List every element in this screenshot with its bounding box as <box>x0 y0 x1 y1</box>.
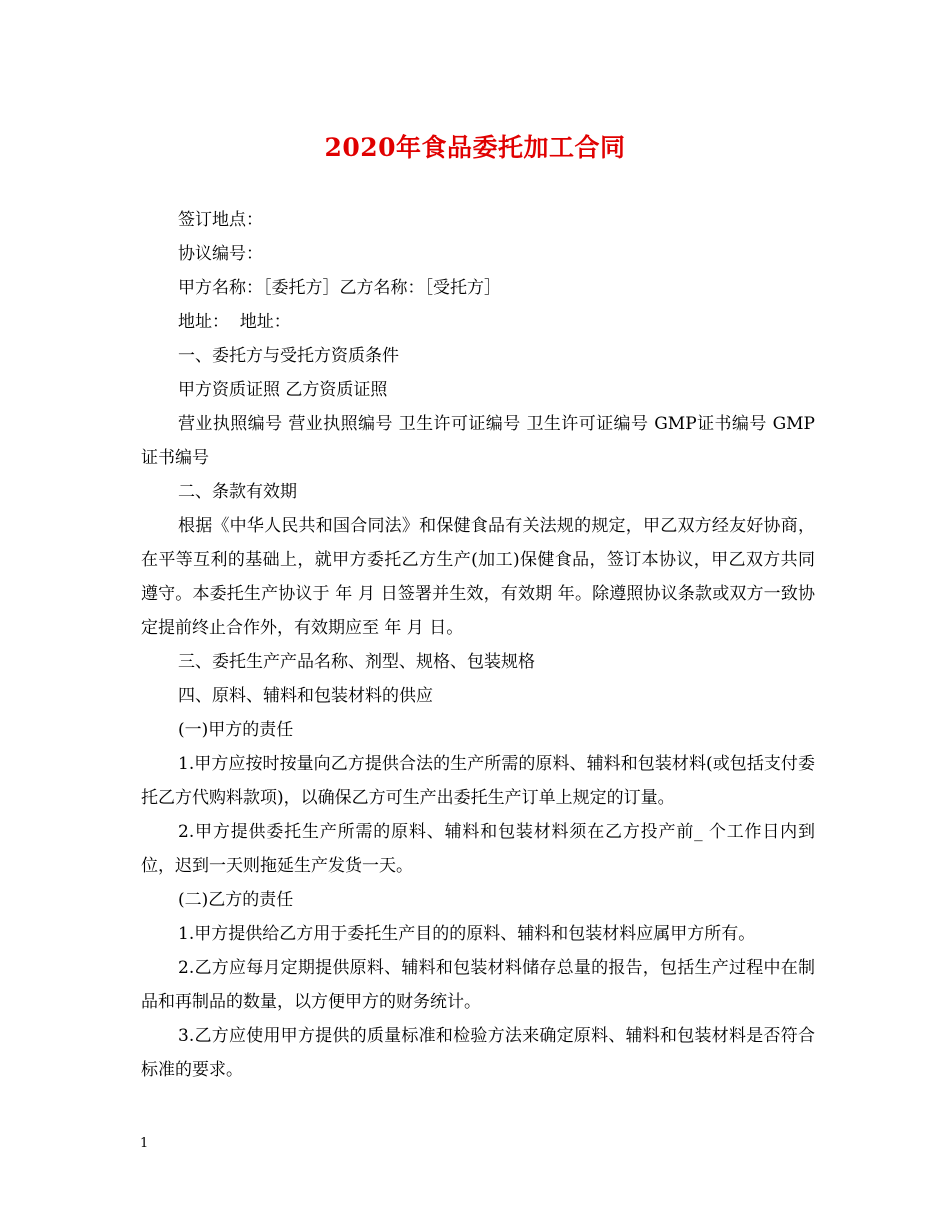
paragraph-party-names: 甲方名称：［委托方］乙方名称：［受托方］ <box>178 278 501 298</box>
paragraph-validity: 根据《中华人民共和国合同法》和保健食品有关法规的规定，甲乙双方经友好协商，在平等互利的基础上，就甲方委托乙方生产(加工)保健食品，签订本协议，甲乙双方共同遵守。本委托生产协议于 年 月 日签署并生效，有效期 年。除遵照协议条款或双方一致协定提前终止合作外，有效期应至 年 月 日。 <box>141 516 815 638</box>
clause-a-2: 2.甲方提供委托生产所需的原料、辅料和包装材料须在乙方投产前_ 个工作日内到位，迟到一天则拖延生产发货一天。 <box>141 822 815 876</box>
paragraph-license-numbers: 营业执照编号 营业执照编号 卫生许可证编号 卫生许可证编号 GMP证书编号 GMP证书编号 <box>141 414 815 468</box>
paragraph-qualifications: 甲方资质证照 乙方资质证照 <box>178 380 388 400</box>
document-title: 2020年食品委托加工合同 <box>324 133 626 162</box>
section-heading-2: 二、条款有效期 <box>178 482 297 502</box>
clause-b-3: 3.乙方应使用甲方提供的质量标准和检验方法来确定原料、辅料和包装材料是否符合标准的要求。 <box>141 1026 815 1080</box>
clause-b-1: 1.甲方提供给乙方用于委托生产目的的原料、辅料和包装材料应属甲方所有。 <box>178 924 756 944</box>
section-heading-1: 一、委托方与受托方资质条件 <box>178 346 399 366</box>
section-heading-4: 四、原料、辅料和包装材料的供应 <box>178 686 433 706</box>
paragraph-addresses: 地址： 地址： <box>178 312 291 332</box>
page-number: 1 <box>140 1136 149 1151</box>
clause-a-1: 1.甲方应按时按量向乙方提供合法的生产所需的原料、辅料和包装材料(或包括支付委托乙方代购料款项)，以确保乙方可生产出委托生产订单上规定的订量。 <box>141 754 815 808</box>
document-body <box>141 203 815 1087</box>
subsection-heading-party-b: (二)乙方的责任 <box>178 890 294 910</box>
paragraph-agreement-number: 协议编号： <box>178 244 263 264</box>
clause-b-2: 2.乙方应每月定期提供原料、辅料和包装材料储存总量的报告，包括生产过程中在制品和再制品的数量，以方便甲方的财务统计。 <box>141 958 815 1012</box>
section-heading-3: 三、委托生产产品名称、剂型、规格、包装规格 <box>178 652 535 672</box>
subsection-heading-party-a: (一)甲方的责任 <box>178 720 294 740</box>
paragraph-signing-place: 签订地点： <box>178 210 263 230</box>
